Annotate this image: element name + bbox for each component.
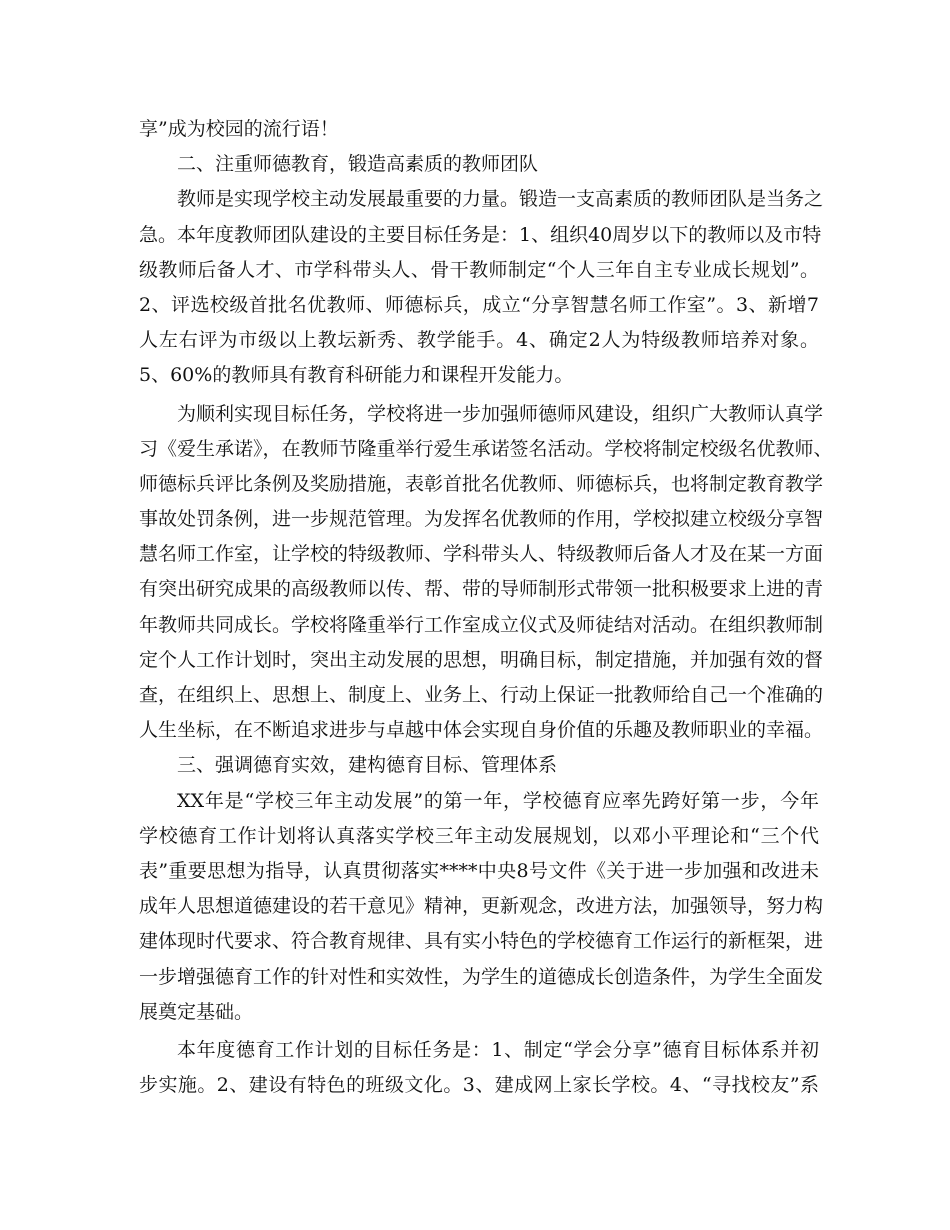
text-line: 级教师后备人才、市学科带头人、骨干教师制定“个人三年自主专业成长规划”。 [139,258,819,281]
text-line: 年教师共同成长。学校将隆重举行工作室成立仪式及师徒结对活动。在组织教师制 [139,613,824,636]
text-line: XX年是“学校三年主动发展”的第一年，学校德育应率先跨好第一步，今年 [177,789,819,812]
text-line: 享”成为校园的流行语！ [139,118,339,140]
text-line: 为顺利实现目标任务，学校将进一步加强师德师风建设，组织广大教师认真学 [177,402,824,425]
text-line: 成年人思想道德建设的若干意见》精神，更新观念，改进方法，加强领导，努力构 [139,895,824,918]
text-line: 人生坐标，在不断追求进步与卓越中体会实现自身价值的乐趣及教师职业的幸福。 [139,719,824,742]
text-line: 习《爱生承诺》，在教师节隆重举行爱生承诺签名活动。学校将制定校级名优教师、 [139,437,833,460]
text-line: 步实施。2、建设有特色的班级文化。3、建成网上家长学校。4、“寻找校友”系 [139,1074,819,1097]
text-line: 有突出研究成果的高级教师以传、帮、带的导师制形式带领一批积极要求上进的青 [139,578,824,601]
text-line: 事故处罚条例，进一步规范管理。为发挥名优教师的作用，学校拟建立校级分享智 [139,508,824,531]
section-heading: 二、注重师德教育，锻造高素质的教师团队 [177,153,539,176]
text-line: 展奠定基础。 [139,1000,254,1023]
text-line: 一步增强德育工作的针对性和实效性，为学生的道德成长创造条件，为学生全面发 [139,965,824,988]
text-line: 教师是实现学校主动发展最重要的力量。锻造一支高素质的教师团队是当务之 [177,188,824,211]
text-line: 5、60%的教师具有教育科研能力和课程开发能力。 [139,364,574,387]
text-line: 人左右评为市级以上教坛新秀、教学能手。4、确定2人为特级教师培养对象。 [139,329,819,352]
text-line: 慧名师工作室，让学校的特级教师、学科带头人、特级教师后备人才及在某一方面 [139,543,824,566]
document-body [139,112,833,1103]
text-line: 本年度德育工作计划的目标任务是：1、制定“学会分享”德育目标体系并初 [177,1038,819,1061]
text-line: 建体现时代要求、符合教育规律、具有实小特色的学校德育工作运行的新框架，进 [139,930,824,953]
text-line: 学校德育工作计划将认真落实学校三年主动发展规划，以邓小平理论和“三个代 [139,824,819,847]
text-line: 急。本年度教师团队建设的主要目标任务是：1、组织40周岁以下的教师以及市特 [139,223,822,246]
text-line: 定个人工作计划时，突出主动发展的思想，明确目标，制定措施，并加强有效的督 [139,648,824,671]
section-heading: 三、强调德育实效，建构德育目标、管理体系 [177,754,558,777]
text-line: 查，在组织上、思想上、制度上、业务上、行动上保证一批教师给自己一个准确的 [139,684,824,706]
text-line: 师德标兵评比条例及奖励措施，表彰首批名优教师、师德标兵，也将制定教育教学 [139,472,824,495]
text-line: 表”重要思想为指导，认真贯彻落实****中央8号文件《关于进一步加强和改进未 [139,859,819,882]
text-line: 2、评选校级首批名优教师、师德标兵，成立“分享智慧名师工作室”。3、新增7 [139,293,819,316]
